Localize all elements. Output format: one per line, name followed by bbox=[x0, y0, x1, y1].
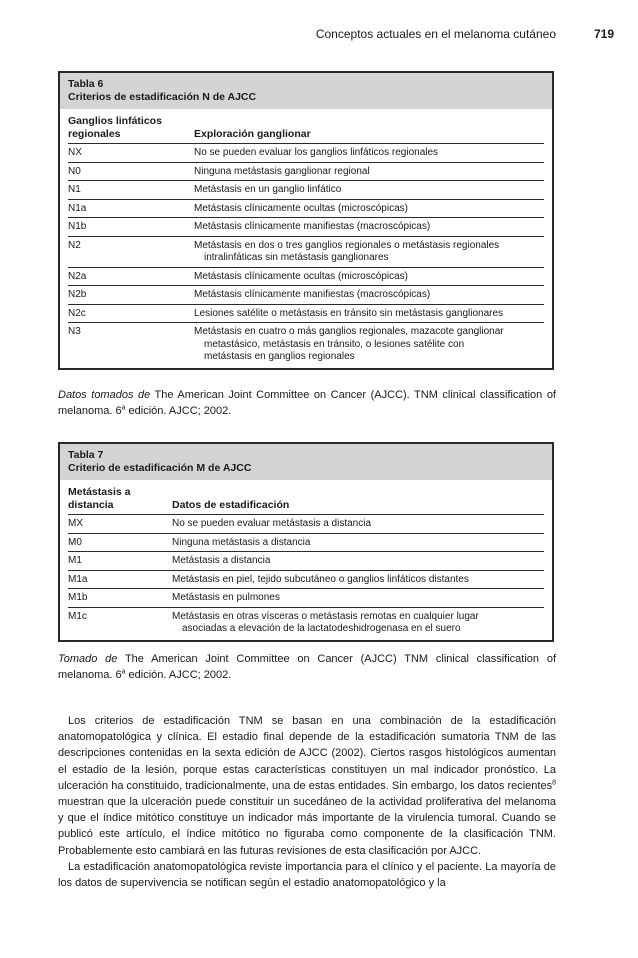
cell-code: N2a bbox=[68, 270, 87, 282]
table-6-column-headers bbox=[68, 115, 544, 144]
source-end: edición. AJCC; 2002. bbox=[125, 669, 232, 681]
table-7-label: Tabla 7 bbox=[68, 449, 104, 461]
source-end: edición. AJCC; 2002. bbox=[125, 405, 232, 417]
cell-desc: Metástasis en piel, tejido subcutáneo o ganglios linfáticos distantes bbox=[172, 573, 469, 585]
cell-desc: Metástasis clínicamente manifiestas (macroscópicas) bbox=[194, 289, 431, 300]
running-header bbox=[0, 26, 638, 42]
table-row bbox=[68, 608, 544, 638]
cell-desc-continued: intralinfáticas sin metástasis ganglionares bbox=[204, 252, 389, 263]
cell-code: MX bbox=[68, 518, 83, 529]
cell-desc: Metástasis a distancia bbox=[172, 555, 271, 566]
source-italic: Tomado de bbox=[58, 653, 118, 665]
table-row bbox=[68, 181, 544, 200]
table-row bbox=[68, 552, 544, 571]
paragraph-1 bbox=[58, 713, 556, 859]
table-6-col1-header-line2: regionales bbox=[68, 128, 121, 140]
table-row bbox=[68, 571, 544, 590]
paragraph-1-end: muestran que la ulceración puede constituir un sucedáneo de la actividad proliferativa del melanoma y que el índice mitótico constituye un indicador más importante de la virulencia tumoral. Cuando se publicó este artículo, el índice mitótico no figuraba como componente de la clasificación TNM. Probablemente esto cambiará en las futuras revisiones de esta clasificación por AJCC. bbox=[58, 796, 556, 857]
paragraph-1-start: Los criterios de estadificación TNM se basan en una combinación de la estadificación anatomopatológica y clínica. El estadio final depende de la estadificación sumatoria TNM de las descripciones contenidas en la sexta edición de AJCC (2002). Ciertos rasgos histológicos aumentan el estadio de la lesión, porque estas características constituyen un mal indicador pronóstico. La ulceración ha constituido, tradicionalmente, una de estas entidades. Sin embargo, los datos recientes bbox=[58, 715, 556, 792]
table-row bbox=[68, 237, 544, 268]
table-row bbox=[68, 144, 544, 163]
cell-desc: No se pueden evaluar metástasis a distancia bbox=[172, 518, 372, 529]
running-title: Conceptos actuales en el melanoma cutáneo bbox=[315, 27, 556, 41]
cell-code: M1a bbox=[68, 573, 88, 585]
cell-desc: Metástasis en otras vísceras o metástasis remotas en cualquier lugar bbox=[172, 610, 479, 622]
table-row bbox=[68, 323, 544, 366]
cell-code: M0 bbox=[68, 536, 82, 548]
table-6-col2-header: Exploración ganglionar bbox=[194, 128, 311, 140]
cell-desc: Metástasis en dos o tres ganglios regionales o metástasis regionales bbox=[194, 239, 500, 251]
cell-desc: Metástasis en un ganglio linfático bbox=[194, 184, 342, 195]
page-number: 719 bbox=[593, 27, 614, 41]
table-row bbox=[68, 286, 544, 305]
cell-desc-continued: metastásico, metástasis en tránsito, o lesiones satélite con bbox=[204, 338, 465, 350]
body-text bbox=[58, 713, 556, 891]
table-6-col1-header: Ganglios linfáticos bbox=[68, 115, 162, 127]
table-7-col1-header-line2: distancia bbox=[68, 499, 114, 511]
table-7-title: Criterio de estadificación M de AJCC bbox=[68, 462, 252, 474]
cell-desc: Metástasis en cuatro o más ganglios regionales, mazacote ganglionar bbox=[194, 326, 504, 337]
cell-desc: Ninguna metástasis ganglionar regional bbox=[194, 165, 370, 177]
table-6-source bbox=[58, 387, 556, 419]
source-sup: a bbox=[121, 668, 126, 676]
cell-code: N3 bbox=[68, 326, 81, 337]
cell-desc: Ninguna metástasis a distancia bbox=[172, 536, 311, 548]
cell-desc-continued: asociadas a elevación de la lactatodeshidrogenasa en el suero bbox=[182, 623, 461, 634]
table-row bbox=[68, 534, 544, 553]
source-italic: Datos tomados de bbox=[58, 389, 151, 401]
cell-desc: Lesiones satélite o metástasis en tránsito sin metástasis ganglionares bbox=[194, 307, 504, 319]
table-row bbox=[68, 305, 544, 324]
cell-desc: Metástasis clínicamente ocultas (microscópicas) bbox=[194, 270, 408, 282]
table-row bbox=[68, 218, 544, 237]
table-6-label: Tabla 6 bbox=[68, 78, 104, 90]
reference-sup: 8 bbox=[552, 779, 556, 787]
table-row bbox=[68, 163, 544, 182]
table-7 bbox=[58, 442, 554, 642]
cell-code: N2c bbox=[68, 307, 86, 319]
cell-code: M1 bbox=[68, 555, 82, 566]
table-7-column-headers bbox=[68, 486, 544, 515]
cell-desc-continued: metástasis en ganglios regionales bbox=[204, 351, 355, 362]
cell-code: N2 bbox=[68, 239, 81, 251]
paragraph-2: La estadificación anatomopatológica reviste importancia para el clínico y el paciente. La mayoría de los datos de supervivencia se notifican según el estadio anatomopatológico y la bbox=[58, 860, 556, 890]
cell-desc: Metástasis en pulmones bbox=[172, 592, 280, 603]
cell-code: N1a bbox=[68, 202, 87, 214]
table-7-col1-header: Metástasis a bbox=[68, 486, 131, 498]
table-7-source bbox=[58, 651, 556, 683]
source-text: The American Joint Committee on Cancer (AJCC). TNM clinical classification of melanoma. 6 bbox=[58, 389, 556, 417]
cell-code: N2b bbox=[68, 289, 87, 300]
cell-desc: Metástasis clínicamente manifiestas (macroscópicas) bbox=[194, 221, 431, 232]
table-row bbox=[68, 515, 544, 534]
cell-desc: No se pueden evaluar los ganglios linfáticos regionales bbox=[194, 147, 439, 158]
cell-code: N0 bbox=[68, 165, 81, 177]
table-6-title: Criterios de estadificación N de AJCC bbox=[68, 91, 257, 103]
table-6-header bbox=[60, 73, 552, 109]
table-row bbox=[68, 589, 544, 608]
cell-code: M1c bbox=[68, 610, 87, 622]
table-7-header bbox=[60, 444, 552, 480]
table-7-col2-header: Datos de estadificación bbox=[172, 499, 290, 511]
table-row bbox=[68, 200, 544, 219]
cell-code: M1b bbox=[68, 592, 88, 603]
source-text: The American Joint Committee on Cancer (AJCC) TNM clinical classification of melanoma. 6 bbox=[58, 653, 556, 681]
table-row bbox=[68, 268, 544, 287]
source-sup: a bbox=[121, 404, 126, 412]
cell-code: N1b bbox=[68, 221, 87, 232]
cell-code: N1 bbox=[68, 184, 81, 195]
cell-desc: Metástasis clínicamente ocultas (microscópicas) bbox=[194, 202, 408, 214]
table-6 bbox=[58, 71, 554, 370]
cell-code: NX bbox=[68, 147, 82, 158]
